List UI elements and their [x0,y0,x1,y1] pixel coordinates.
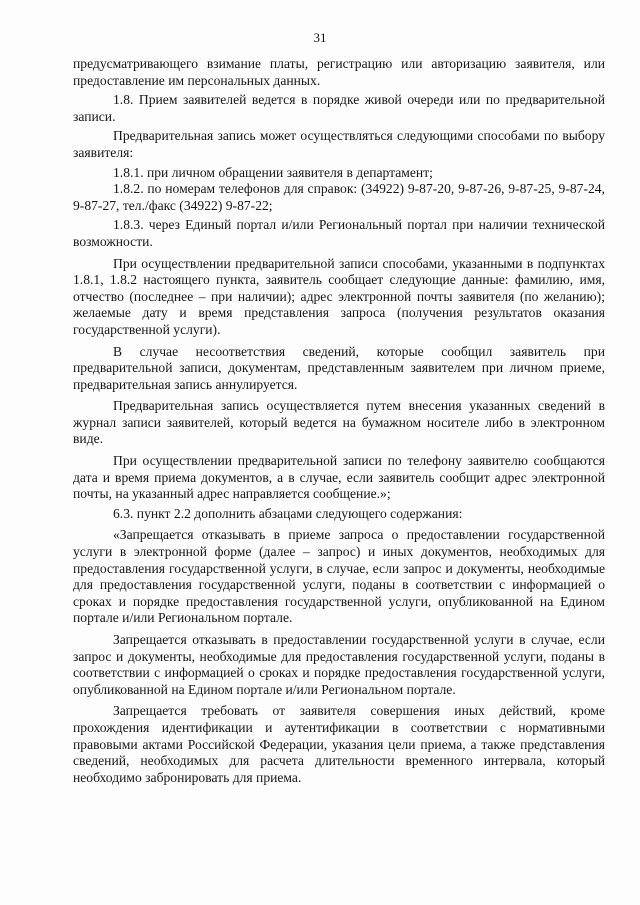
paragraph-6-3: 6.3. пункт 2.2 дополнить абзацами следующего содержания: [113,505,463,521]
paragraph-prohibition-actions: Запрещается требовать от заявителя совершения иных действий, кроме прохождения идентификации и аутентификации в соответствии с нормативными правовыми актами Российской Федерации, указания цели приема, а также представления сведений, необходимых для расчета длительности временного интервала, который необходимо забронировать для приема. [73,703,605,785]
paragraph-phone-record: При осуществлении предварительной записи по телефону заявителю сообщаются дата и время приема документов, а в случае, если заявитель сообщит адрес электронной почты, на указанный адрес направляется сообщение.»; [73,453,605,502]
paragraph-1-8: 1.8. Прием заявителей ведется в порядке живой очереди или по предварительной записи. [73,92,605,124]
paragraph-prohibition-provision: Запрещается отказывать в предоставлении государственной услуги в случае, если запрос и документы, необходимые для предоставления государственной услуги, поданы в соответствии с информацией о сроках и порядке предоставления государственной услуги, опубликованной на Едином портале и/или Региональном портале. [73,632,605,697]
paragraph-1-8-1: 1.8.1. при личном обращении заявителя в департамент; [113,164,433,180]
paragraph-mismatch: В случае несоответствия сведений, которые сообщил заявитель при предварительной записи, документам, представленным заявителем при личном приеме, предварительная запись аннулируется. [73,343,605,392]
paragraph-continuation: предусматривающего взимание платы, регистрацию или авторизацию заявителя, или предоставление им персональных данных. [73,56,605,88]
document-body [73,56,605,789]
paragraph-preliminary-data: При осуществлении предварительной записи способами, указанными в подпунктах 1.8.1, 1.8.2 настоящего пункта, заявитель сообщает следующие данные: фамилию, имя, отчество (последнее – при наличии); адрес электронной почты заявителя (по желанию); желаемые дату и время представления запроса (получения результатов оказания государственной услуги). [73,255,605,337]
paragraph-journal: Предварительная запись осуществляется путем внесения указанных сведений в журнал записи заявителей, который ведется на бумажном носителе либо в электронном виде. [73,398,605,447]
paragraph-1-8-2: 1.8.2. по номерам телефонов для справок: (34922) 9-87-20, 9-87-26, 9-87-25, 9-87-24, 9-87-27, тел./факс (34922) 9-87-22; [73,181,605,213]
paragraph-1-8-3: 1.8.3. через Единый портал и/или Региональный портал при наличии технической возможности. [73,217,605,249]
paragraph-prohibition-reception: «Запрещается отказывать в приеме запроса о предоставлении государственной услуги в электронной форме (далее – запрос) и иных документов, необходимых для предоставления государственной услуги, в случае, если запрос и документы, необходимые для предоставления государственной услуги, поданы в соответствии с информацией о сроках и порядке предоставления государственной услуги, опубликованной на Едином портале и/или Региональном портале. [73,527,605,626]
page-number: 31 [313,30,327,45]
paragraph-preliminary-methods: Предварительная запись может осуществляться следующими способами по выбору заявителя: [73,128,605,160]
